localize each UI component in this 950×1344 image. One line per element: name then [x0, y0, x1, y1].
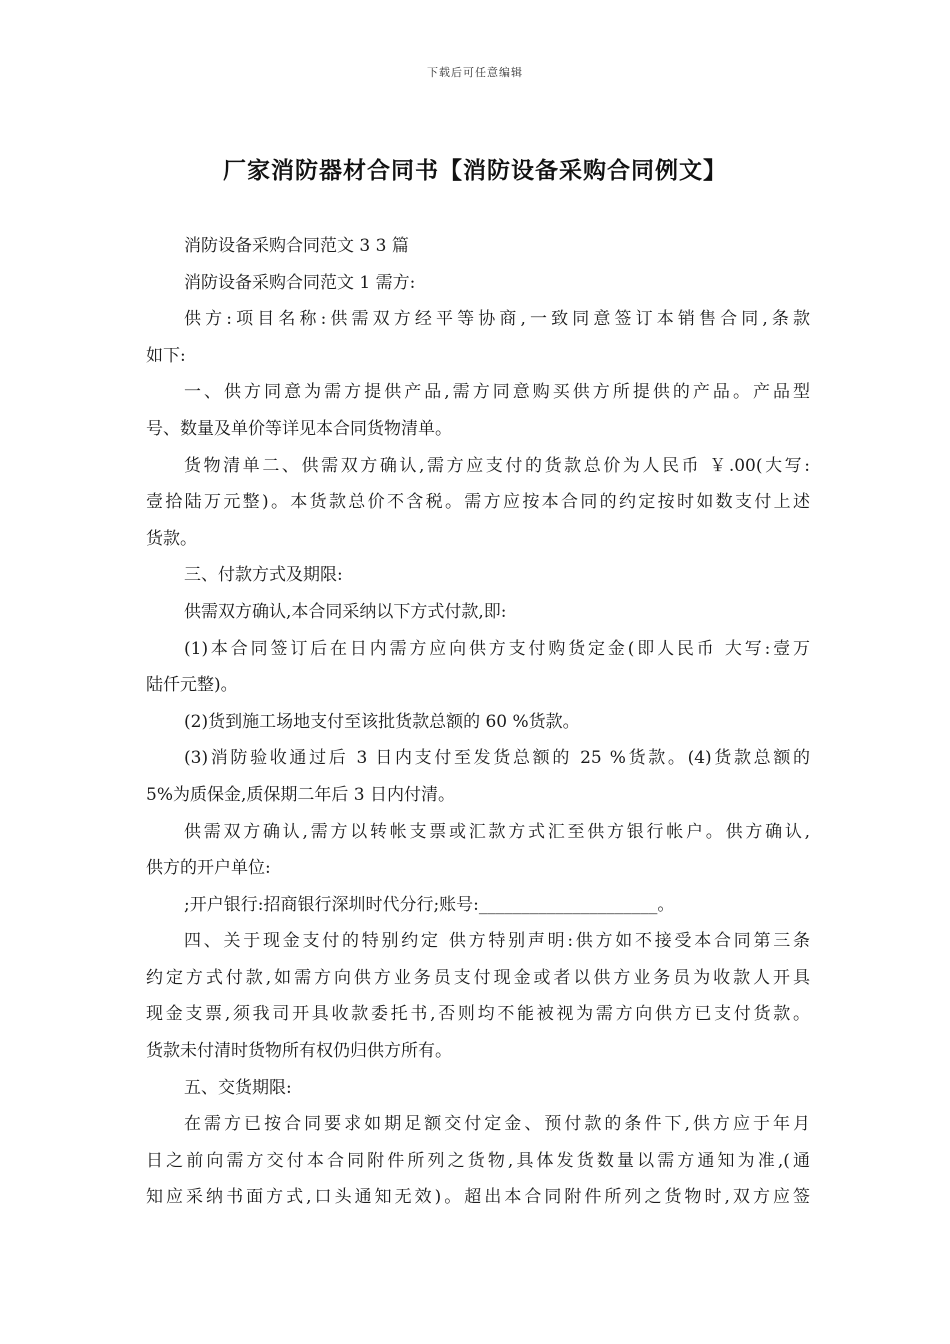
- header-note: 下载后可任意编辑: [427, 66, 523, 79]
- paragraph-line: 一、供方同意为需方提供产品,需方同意购买供方所提供的产品。产品型: [184, 382, 810, 403]
- section-heading: 三、付款方式及期限:: [184, 565, 343, 586]
- document-title: 厂家消防器材合同书【消防设备采购合同例文】: [223, 157, 727, 184]
- paragraph-line: 约定方式付款,如需方向供方业务员支付现金或者以供方业务员为收款人开具: [146, 967, 810, 988]
- paragraph-line: (2)货到施工场地支付至该批货款总额的 60 %货款。: [184, 711, 580, 732]
- paragraph-line: 知应采纳书面方式,口头通知无效)。超出本合同附件所列之货物时,双方应签: [146, 1187, 810, 1208]
- paragraph-line: 在需方已按合同要求如期足额交付定金、预付款的条件下,供方应于年月: [184, 1114, 810, 1135]
- paragraph-line: 供需双方确认,需方以转帐支票或汇款方式汇至供方银行帐户。供方确认,: [184, 821, 810, 842]
- paragraph-line: 如下:: [146, 345, 186, 366]
- paragraph-line: 现金支票,须我司开具收款委托书,否则均不能被视为需方向供方已支付货款。: [146, 1004, 810, 1025]
- paragraph-line: (1)本合同签订后在日内需方应向供方支付购货定金(即人民币 大写:壹万: [184, 638, 810, 659]
- paragraph-line: 号、数量及单价等详见本合同货物清单。: [146, 418, 452, 439]
- paragraph-line: 供需双方确认,本合同采纳以下方式付款,即:: [184, 601, 507, 622]
- paragraph-line: 日之前向需方交付本合同附件所列之货物,具体发货数量以需方通知为准,(通: [146, 1150, 810, 1171]
- paragraph-line: ;开户银行:招商银行深圳时代分行;账号:_____________________。: [184, 894, 675, 915]
- paragraph-line: 供方的开户单位:: [146, 858, 271, 879]
- document-body: [146, 228, 810, 1216]
- paragraph-line: 货款未付清时货物所有权仍归供方所有。: [146, 1041, 452, 1062]
- paragraph-line: 消防设备采购合同范文 3 3 篇: [184, 236, 409, 256]
- section-heading: 五、交货期限:: [184, 1077, 292, 1098]
- paragraph-line: 消防设备采购合同范文 1 需方:: [184, 272, 416, 293]
- section-heading: 四、关于现金支付的特别约定 供方特别声明:供方如不接受本合同第三条: [184, 931, 810, 952]
- paragraph-line: 壹拾陆万元整)。本货款总价不含税。需方应按本合同的约定按时如数支付上述: [146, 492, 810, 513]
- paragraph-line: 货物清单二、供需双方确认,需方应支付的货款总价为人民币 ￥.00(大写:: [184, 455, 810, 476]
- paragraph-line: 5%为质保金,质保期二年后 3 日内付清。: [146, 784, 455, 805]
- paragraph-line: (3)消防验收通过后 3 日内支付至发货总额的 25 %货款。(4)货款总额的: [184, 748, 810, 769]
- paragraph-line: 供方:项目名称:供需双方经平等协商,一致同意签订本销售合同,条款: [184, 309, 810, 330]
- paragraph-line: 货款。: [146, 528, 197, 549]
- paragraph-line: 陆仟元整)。: [146, 675, 238, 696]
